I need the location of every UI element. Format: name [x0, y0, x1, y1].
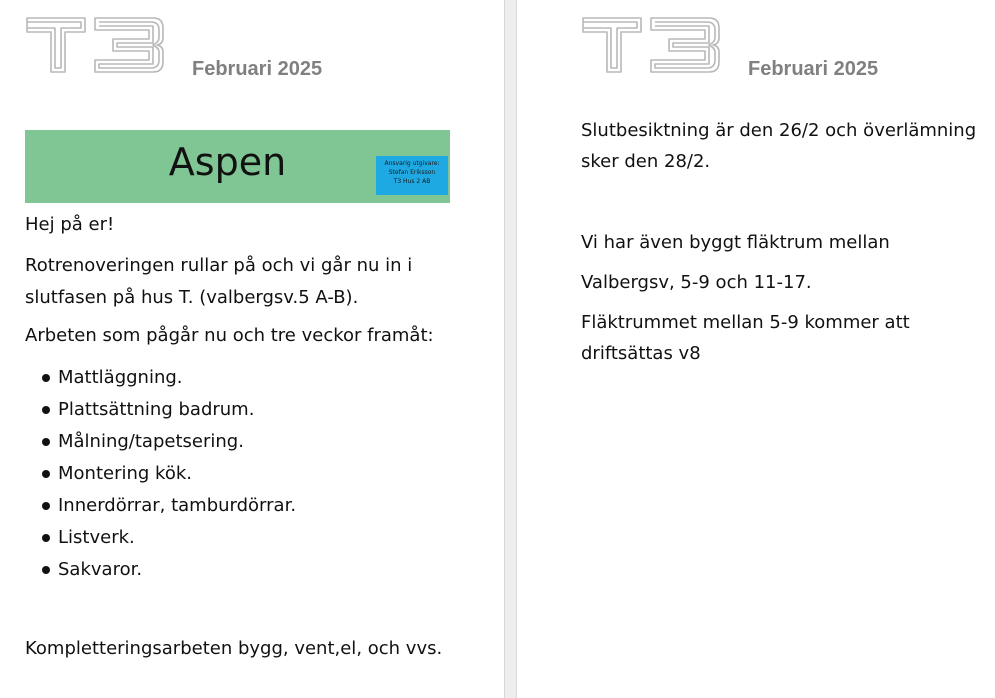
- commissioning-line-2: driftsättas v8: [581, 343, 701, 364]
- address-paragraph: Valbergsv, 5-9 och 11-17.: [581, 272, 812, 293]
- task-list: [41, 362, 296, 586]
- fan-room-paragraph: Vi har även byggt fläktrum mellan: [581, 232, 890, 253]
- list-item: Innerdörrar, tamburdörrar.: [41, 490, 296, 522]
- closing-paragraph: Kompletteringsarbeten bygg, vent,el, och vvs.: [25, 638, 443, 659]
- month-heading: Februari 2025: [192, 58, 323, 80]
- list-item: Mattläggning.: [41, 362, 296, 394]
- tasks-heading: Arbeten som pågår nu och tre veckor framåt:: [25, 325, 434, 346]
- list-item: Målning/tapetsering.: [41, 426, 296, 458]
- page-gutter: [504, 0, 517, 698]
- list-item: Listverk.: [41, 522, 296, 554]
- intro-line-2: slutfasen på hus T. (valbergsv.5 A-B).: [25, 287, 359, 308]
- page-right: [517, 0, 995, 698]
- list-item: Montering kök.: [41, 458, 296, 490]
- publisher-company: T3 Hus 2 AB: [393, 178, 431, 185]
- month-heading: Februari 2025: [748, 58, 879, 80]
- banner-title: Aspen: [168, 140, 287, 184]
- publisher-label: Ansvarig utgivare:: [384, 160, 440, 167]
- publisher-box: [376, 156, 448, 195]
- t3-logo: [581, 14, 721, 76]
- inspection-line-1: Slutbesiktning är den 26/2 och överlämning: [581, 120, 977, 141]
- intro-line-1: Rotrenoveringen rullar på och vi går nu in i: [25, 255, 413, 276]
- publisher-name: Stefan Eriksson: [388, 169, 436, 176]
- title-banner: [25, 130, 450, 203]
- list-item: Sakvaror.: [41, 554, 296, 586]
- list-item: Plattsättning badrum.: [41, 394, 296, 426]
- greeting: Hej på er!: [25, 214, 115, 235]
- commissioning-line-1: Fläktrummet mellan 5-9 kommer att: [581, 312, 910, 333]
- inspection-line-2: sker den 28/2.: [581, 151, 711, 172]
- t3-logo: [25, 14, 165, 76]
